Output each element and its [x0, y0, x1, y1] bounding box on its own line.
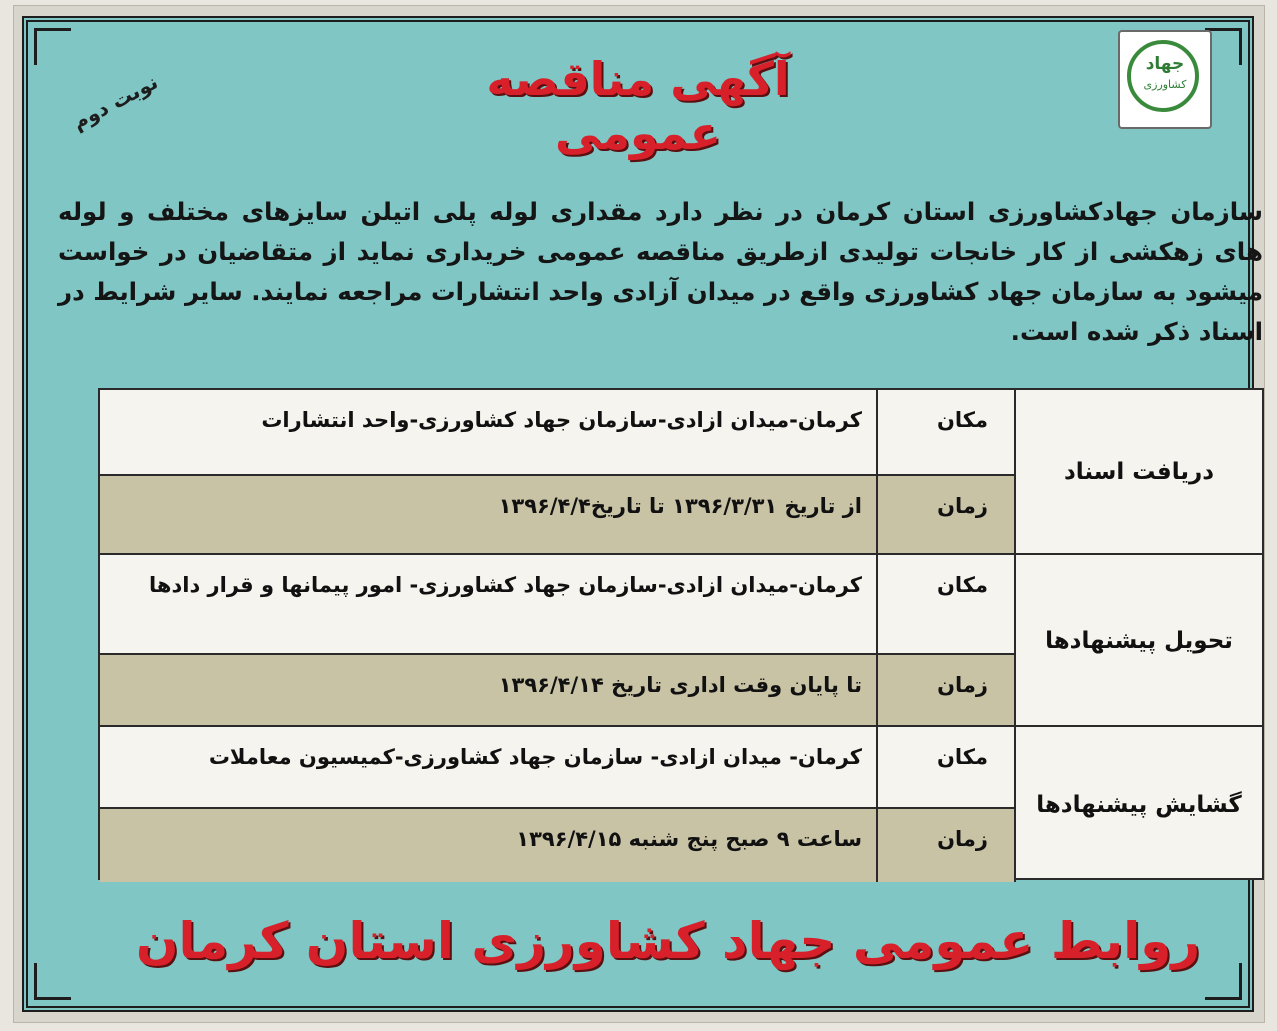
time-row: [100, 807, 1014, 882]
table-row-documents: [100, 390, 1262, 553]
time-label: زمان: [876, 655, 1014, 727]
jahad-logo: [1118, 30, 1212, 129]
logo-ring: [1127, 40, 1199, 112]
time-value: ساعت ۹ صبح پنج شنبه ۱۳۹۶/۴/۱۵: [516, 827, 862, 851]
place-row: [100, 727, 1014, 807]
time-label: زمان: [876, 809, 1014, 882]
intro-paragraph: سازمان جهادکشاورزی استان کرمان در نظر دارد مقداری لوله پلی اتیلن سایزهای مختلف و لوله های زهکشی از کار خانجات تولیدی ازطریق مناقصه عمومی خریداری نماید از متقاضیان در خواست میشود به سازمان جهاد کشاورزی واقع در میدان آزادی واحد انتشارات مراجعه نمایند. سایر شرایط در اسناد ذکر شده است.: [58, 197, 1263, 346]
place-label: مکان: [876, 390, 1014, 474]
time-row: [100, 653, 1014, 727]
place-row: [100, 390, 1014, 474]
section-label: گشایش پیشنهادها: [1014, 727, 1262, 882]
time-row: [100, 474, 1014, 553]
ad-title: آگهی مناقصه عمومی: [486, 52, 790, 160]
time-value: از تاریخ ۱۳۹۶/۳/۳۱ تا تاریخ۱۳۹۶/۴/۴: [498, 494, 862, 518]
place-value: کرمان-میدان ازادی-سازمان جهاد کشاورزی- امور پیمانها و قرار دادها: [149, 573, 862, 597]
footer-signature: روابط عمومی جهاد کشاورزی استان کرمان: [135, 912, 1201, 970]
logo-subtext: کشاورزی: [1143, 78, 1187, 91]
section-label: تحویل پیشنهادها: [1014, 555, 1262, 727]
place-value: کرمان- میدان ازادی- سازمان جهاد کشاورزی-کمیسیون معاملات: [208, 745, 862, 769]
place-label: مکان: [876, 727, 1014, 807]
section-label: دریافت اسناد: [1014, 390, 1262, 553]
place-row: [100, 555, 1014, 653]
time-value: تا پایان وقت اداری تاریخ ۱۳۹۶/۴/۱۴: [498, 673, 862, 697]
ad-frame: [22, 16, 1263, 1012]
frame-corner: [34, 963, 71, 1000]
table-row-submission: [100, 553, 1262, 727]
tender-schedule-table: [98, 388, 1264, 880]
place-value: کرمان-میدان ازادی-سازمان جهاد کشاورزی-واحد انتشارات: [261, 408, 862, 432]
place-label: مکان: [876, 555, 1014, 653]
logo-text: جهاد: [1145, 54, 1185, 74]
time-label: زمان: [876, 476, 1014, 553]
table-row-opening: [100, 725, 1262, 882]
round-label: نوبت دوم: [68, 69, 162, 135]
